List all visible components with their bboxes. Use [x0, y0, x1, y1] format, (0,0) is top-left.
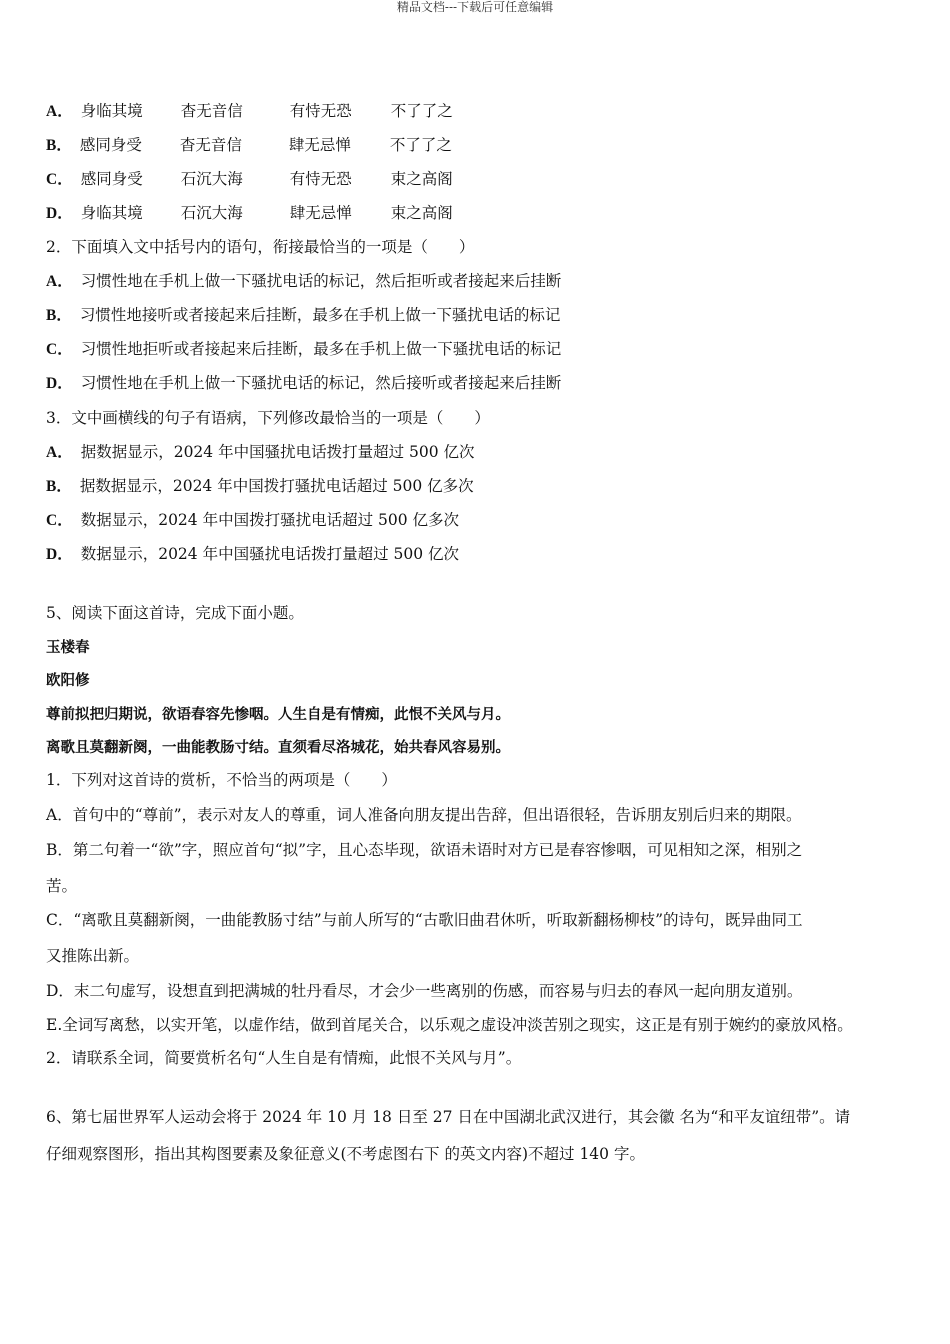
option-word: 感同身受: [80, 170, 143, 188]
option-word: 杳无音信: [180, 102, 243, 120]
s5-q2-stem: 2．请联系全词，简要赏析名句“人生自是有情痴，此恨不关风与月”。: [46, 1049, 522, 1067]
option-text: 习惯性地拒听或者接起来后挂断，最多在手机上做一下骚扰电话的标记: [80, 340, 562, 358]
q3-option-b: [46, 475, 474, 498]
option-word: 杳无音信: [179, 136, 242, 154]
q2-option-b: [46, 304, 560, 327]
s5-option-c-cont: 又推陈出新。: [46, 947, 140, 965]
page-header: 精品文档---下载后可任意编辑: [396, 0, 554, 14]
poem-line: 尊前拟把归期说，欲语春容先惨咽。人生自是有情痴，此恨不关风与月。: [46, 706, 510, 723]
option-label: A．: [46, 444, 73, 461]
poem-author: 欧阳修: [46, 672, 90, 689]
s5-q1-stem: 1．下列对这首诗的赏析，不恰当的两项是（ ）: [46, 771, 397, 789]
s6-line: 仔细观察图形，指出其构图要素及象征意义(不考虑图右下 的英文内容)不超过 140 字。: [46, 1145, 645, 1163]
option-text: 习惯性地在手机上做一下骚扰电话的标记，然后拒听或者接起来后挂断: [80, 272, 562, 290]
option-word: 有恃无恐: [289, 170, 352, 188]
s5-option-b-cont: 苦。: [46, 877, 78, 895]
q1-option-b: [46, 134, 452, 157]
option-word: 身临其境: [80, 204, 143, 222]
option-text: 数据显示，2024 年中国拨打骚扰电话超过 500 亿多次: [80, 511, 460, 529]
option-label: C．: [46, 341, 73, 358]
option-text: 据数据显示，2024 年中国拨打骚扰电话超过 500 亿多次: [79, 477, 474, 495]
q3-option-d: [46, 543, 459, 566]
option-label: B．: [46, 137, 72, 154]
q1-option-c: [46, 168, 453, 191]
s5-option-a: A．首句中的“尊前”，表示对友人的尊重，词人准备向朋友提出告辞，但出语很轻，告诉朋友别后归来的期限。: [46, 806, 802, 824]
option-label: B．: [46, 478, 72, 495]
s5-option-b: B．第二句着一“欲”字，照应首句“拟”字，且心态毕现，欲语未语时对方已是春容惨咽，可见相知之深，相别之: [46, 841, 803, 859]
q3-stem: 3．文中画横线的句子有语病，下列修改最恰当的一项是（ ）: [46, 409, 490, 427]
q1-option-d: [46, 202, 453, 225]
option-word: 石沉大海: [180, 204, 243, 222]
option-text: 数据显示，2024 年中国骚扰电话拨打量超过 500 亿次: [80, 545, 460, 563]
option-label: C．: [46, 171, 73, 188]
q2-option-d: [46, 372, 561, 395]
q3-option-c: [46, 509, 459, 532]
option-word: 束之高阁: [390, 170, 453, 188]
option-label: A．: [46, 103, 73, 120]
q2-option-c: [46, 338, 561, 361]
option-label: B．: [46, 307, 72, 324]
s5-intro: 5、阅读下面这首诗，完成下面小题。: [46, 604, 304, 622]
option-word: 有恃无恐: [289, 102, 352, 120]
poem-line: 离歌且莫翻新阕，一曲能教肠寸结。直须看尽洛城花，始共春风容易别。: [46, 739, 510, 756]
s5-option-e: E.全词写离愁，以实开笔，以虚作结，做到首尾关合，以乐观之虚设冲淡苦别之现实，这正是有别于婉约的豪放风格。: [46, 1016, 853, 1034]
s5-option-c: C．“离歌且莫翻新阕，一曲能教肠寸结”与前人所写的“古歌旧曲君休听，听取新翻杨柳枝”的诗句，既异曲同工: [46, 911, 803, 929]
option-word: 石沉大海: [180, 170, 243, 188]
option-label: D．: [46, 375, 73, 392]
option-word: 肆无忌惮: [288, 136, 351, 154]
option-text: 习惯性地接听或者接起来后挂断，最多在手机上做一下骚扰电话的标记: [79, 306, 561, 324]
s6-line: 6、第七届世界军人运动会将于 2024 年 10 月 18 日至 27 日在中国湖北武汉进行，其会徽 名为“和平友谊纽带”。请: [46, 1108, 851, 1126]
option-label: A．: [46, 273, 73, 290]
option-label: D．: [46, 205, 73, 222]
option-word: 感同身受: [79, 136, 142, 154]
q1-option-a: [46, 100, 453, 123]
poem-title: 玉楼春: [46, 639, 90, 656]
option-word: 束之高阁: [390, 204, 453, 222]
option-word: 肆无忌惮: [289, 204, 352, 222]
option-text: 据数据显示，2024 年中国骚扰电话拨打量超过 500 亿次: [80, 443, 475, 461]
option-word: 不了了之: [390, 102, 453, 120]
q2-option-a: [46, 270, 561, 293]
option-word: 身临其境: [80, 102, 143, 120]
s5-option-d: D．末二句虚写，设想直到把满城的牡丹看尽，才会少一些离别的伤感，而容易与归去的春风一起向朋友道别。: [46, 982, 803, 1000]
option-label: C．: [46, 512, 73, 529]
q3-option-a: [46, 441, 475, 464]
option-label: D．: [46, 546, 73, 563]
option-word: 不了了之: [389, 136, 452, 154]
q2-stem: 2．下面填入文中括号内的语句，衔接最恰当的一项是（ ）: [46, 238, 475, 256]
option-text: 习惯性地在手机上做一下骚扰电话的标记，然后接听或者接起来后挂断: [80, 374, 562, 392]
